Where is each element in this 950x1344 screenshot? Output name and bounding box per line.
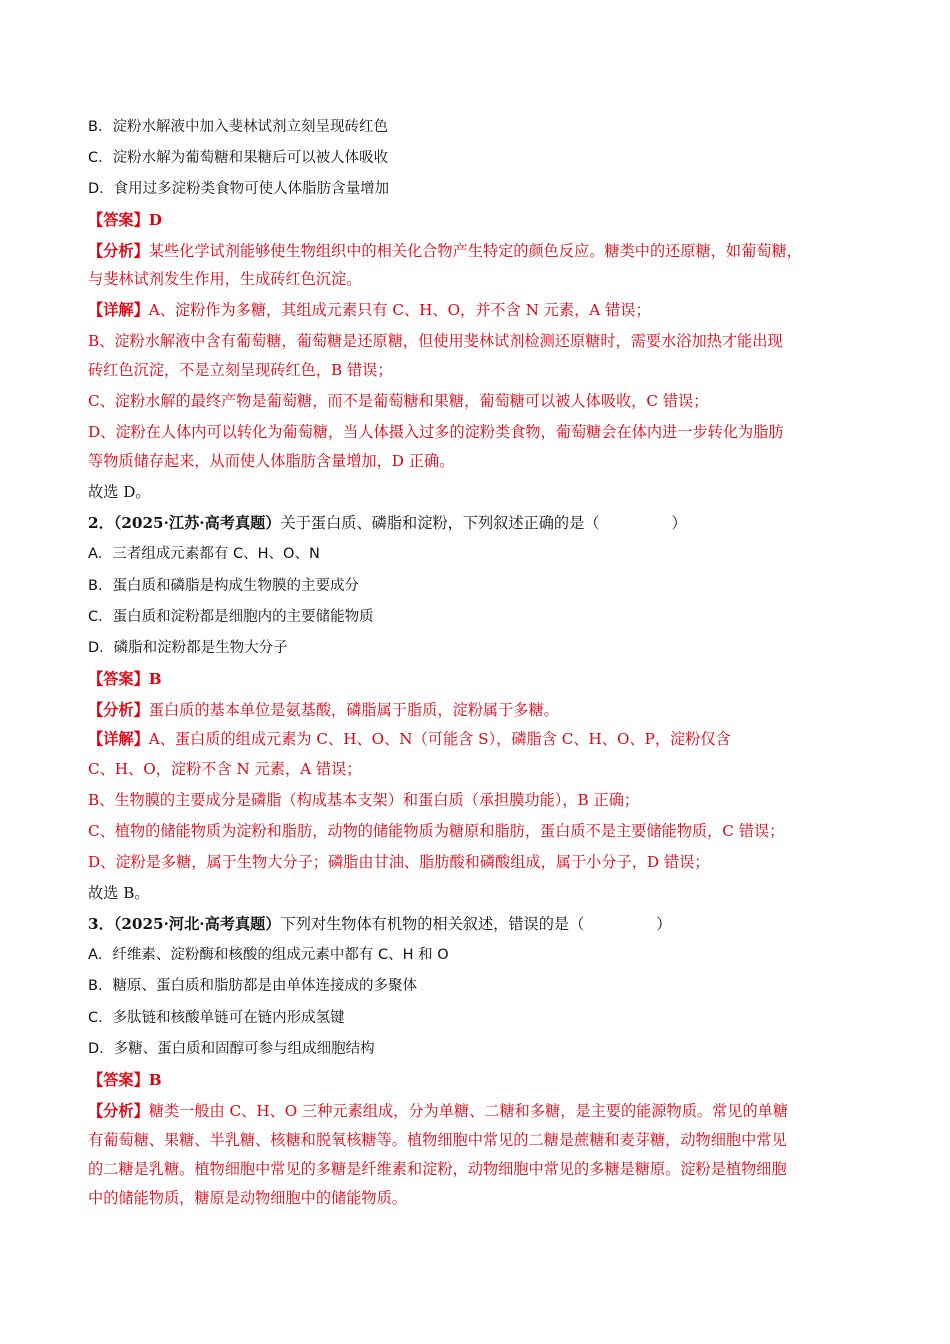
question-text: 下列对生物体有机物的相关叙述，错误的是（ bbox=[280, 915, 585, 933]
question-source: （2025·河北·高考真题） bbox=[113, 915, 281, 933]
q3-stem bbox=[88, 914, 671, 934]
analysis-text: 蛋白质的基本单位是氨基酸，磷脂属于脂质，淀粉属于多糖。 bbox=[148, 701, 559, 719]
q2-stem bbox=[88, 513, 687, 533]
q2-option-b: B．蛋白质和磷脂是构成生物膜的主要成分 bbox=[88, 578, 359, 594]
q2-detail-line-3: B、生物膜的主要成分是磷脂（构成基本支架）和蛋白质（承担膜功能），B 正确； bbox=[88, 791, 640, 809]
q2-detail-line-2: C、H、O，淀粉不含 N 元素，A 错误； bbox=[88, 760, 362, 778]
question-number: 2． bbox=[88, 514, 114, 532]
answer-tag: 【答案】 bbox=[88, 670, 149, 688]
q3-option-d: D．多糖、蛋白质和固醇可参与组成细胞结构 bbox=[88, 1041, 375, 1057]
q2-analysis-line-1 bbox=[88, 700, 559, 720]
question-number: 3． bbox=[88, 915, 114, 933]
detail-tag: 【详解】 bbox=[88, 301, 149, 319]
q2-option-a: A．三者组成元素都有 C、H、O、N bbox=[88, 546, 320, 562]
q1-option-d: D．食用过多淀粉类食物可使人体脂肪含量增加 bbox=[88, 181, 390, 197]
detail-text: A、蛋白质的组成元素为 C、H、O、N（可能含 S），磷脂含 C、H、O、P，淀粉仅含 bbox=[148, 730, 731, 748]
answer-value: D bbox=[148, 211, 162, 229]
paren-close: ） bbox=[656, 915, 672, 933]
answer-value: B bbox=[148, 1071, 162, 1089]
q2-option-c: C．蛋白质和淀粉都是细胞内的主要储能物质 bbox=[88, 609, 374, 625]
q1-detail-line-4: C、淀粉水解的最终产物是葡萄糖，而不是葡萄糖和果糖，葡萄糖可以被人体吸收，C 错误； bbox=[88, 392, 709, 410]
q3-answer-line bbox=[88, 1070, 162, 1090]
q1-detail-line-2: B、淀粉水解液中含有葡萄糖，葡萄糖是还原糖，但使用斐林试剂检测还原糖时，需要水浴加热才能出现 bbox=[88, 332, 783, 350]
analysis-text: 某些化学试剂能够使生物组织中的相关化合物产生特定的颜色反应。糖类中的还原糖，如葡萄糖， bbox=[148, 242, 802, 260]
detail-tag: 【详解】 bbox=[88, 730, 149, 748]
answer-tag: 【答案】 bbox=[88, 1071, 149, 1089]
q1-answer-line bbox=[88, 210, 162, 230]
q3-option-a: A．纤维素、淀粉酶和核酸的组成元素中都有 C、H 和 O bbox=[88, 947, 449, 963]
question-text: 关于蛋白质、磷脂和淀粉，下列叙述正确的是（ bbox=[280, 514, 600, 532]
analysis-tag: 【分析】 bbox=[88, 1102, 149, 1120]
q2-conclusion: 故选 B。 bbox=[88, 884, 150, 902]
q1-conclusion: 故选 D。 bbox=[88, 483, 151, 501]
detail-text: A、淀粉作为多糖，其组成元素只有 C、H、O，并不含 N 元素，A 错误； bbox=[148, 301, 651, 319]
q2-detail-line-1 bbox=[88, 729, 731, 749]
answer-value: B bbox=[148, 670, 162, 688]
q1-option-c: C．淀粉水解为葡萄糖和果糖后可以被人体吸收 bbox=[88, 150, 389, 166]
q1-detail-line-3: 砖红色沉淀，不是立刻呈现砖红色，B 错误； bbox=[88, 361, 393, 379]
q3-analysis-line-1 bbox=[88, 1101, 788, 1121]
q2-answer-line bbox=[88, 669, 162, 689]
paren-close: ） bbox=[671, 514, 687, 532]
q3-analysis-line-3: 的二糖是乳糖。植物细胞中常见的多糖是纤维素和淀粉，动物细胞中常见的多糖是糖原。淀粉是植物细胞 bbox=[88, 1160, 787, 1178]
q3-analysis-line-4: 中的储能物质，糖原是动物细胞中的储能物质。 bbox=[88, 1189, 407, 1207]
q2-detail-line-4: C、植物的储能物质为淀粉和脂肪，动物的储能物质为糖原和脂肪，蛋白质不是主要储能物质，C 错误； bbox=[88, 822, 785, 840]
q1-detail-line-5: D、淀粉在人体内可以转化为葡萄糖，当人体摄入过多的淀粉类食物，葡萄糖会在体内进一步转化为脂肪 bbox=[88, 423, 784, 441]
answer-tag: 【答案】 bbox=[88, 211, 149, 229]
q3-analysis-line-2: 有葡萄糖、果糖、半乳糖、核糖和脱氧核糖等。植物细胞中常见的二糖是蔗糖和麦芽糖，动物细胞中常见 bbox=[88, 1131, 787, 1149]
q1-analysis-line-2: 与斐林试剂发生作用，生成砖红色沉淀。 bbox=[88, 270, 362, 288]
q3-option-b: B．糖原、蛋白质和脂肪都是由单体连接成的多聚体 bbox=[88, 978, 417, 994]
q2-detail-line-5: D、淀粉是多糖，属于生物大分子；磷脂由甘油、脂肪酸和磷酸组成，属于小分子，D 错误； bbox=[88, 853, 710, 871]
question-source: （2025·江苏·高考真题） bbox=[113, 514, 281, 532]
q1-detail-line-6: 等物质储存起来，从而使人体脂肪含量增加，D 正确。 bbox=[88, 452, 455, 470]
analysis-tag: 【分析】 bbox=[88, 701, 149, 719]
analysis-text: 糖类一般由 C、H、O 三种元素组成，分为单糖、二糖和多糖，是主要的能源物质。常见的单糖 bbox=[148, 1102, 789, 1120]
q2-option-d: D．磷脂和淀粉都是生物大分子 bbox=[88, 640, 288, 656]
q1-detail-line-1 bbox=[88, 300, 651, 320]
q3-option-c: C．多肽链和核酸单链可在链内形成氢键 bbox=[88, 1010, 345, 1026]
q1-analysis-line-1 bbox=[88, 241, 802, 261]
analysis-tag: 【分析】 bbox=[88, 242, 149, 260]
q1-option-b: B．淀粉水解液中加入斐林试剂立刻呈现砖红色 bbox=[88, 119, 388, 135]
